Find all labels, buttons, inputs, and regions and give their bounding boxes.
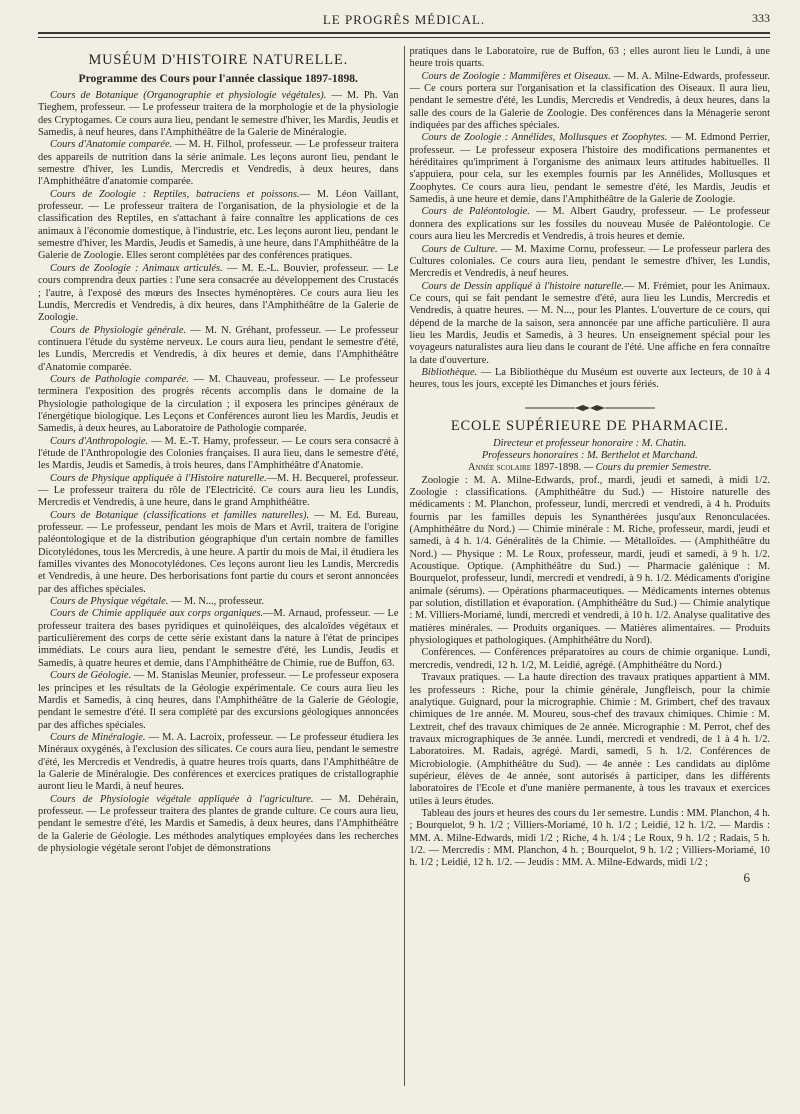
course-title: Cours d'Anatomie comparée. [50,139,173,151]
course-entry [410,281,771,367]
section-title-pharmacie: ECOLE SUPÉRIEURE DE PHARMACIE. [450,417,729,434]
course-title: Cours de Physiologie générale. [50,324,187,336]
course-description: — M. Stanislas Meunier, professeur. — Le professeur exposera les principes et les résultats de la Géologie expérimentale. Ce cours aura lieu les Mardis et Samedis, à cinq heures, dans l'Amphithéâtre de la Galerie de Géologie, pendant le semestre d'été. Il sera complété par des excursions géologiques annoncées par des affiches spéciales. [38,670,399,731]
course-title: Cours de Zoologie : Reptiles, batraciens et poissons. [50,188,300,200]
course-title: Bibliothèque. [421,366,478,378]
page-number: 333 [752,11,770,25]
course-entry [38,473,399,510]
course-description: — M. N..., professeur. [168,596,265,608]
course-title: Cours de Botanique (Organographie et physiologie végétales). [50,90,327,101]
course-entry [38,90,399,139]
course-title: Cours de Dessin appliqué à l'histoire naturelle. [421,280,624,292]
course-description: — M. Maxime Cornu, professeur. — Le professeur parlera des Cultures coloniales. Ce cours aura lieu, pendant le semestre d'hiver, les Lundis, Mercredis et Vendredis, à neuf heures. [409,243,770,280]
left-course-list [38,90,399,855]
course-description: — M. Chauveau, professeur. — Le professeur terminera l'exposition des progrès récents accomplis dans le domaine de la Physiologie pathologique de la circulation ; il exposera les principes généraux de l'énergétique biologique. Les Leçons et Conférences auront lieu les Mardis, Jeudis et Samedis, à deux heures, au Laboratoire de Pathologie comparée. [38,373,399,435]
course-description: — M. Edmond Perrier, professeur. — Le professeur exposera l'histoire des modifications permanentes et héréditaires qu'impriment à l'organisme des animaux leurs attitudes habituelles. Il s'appuiera, pour cela, sur les exemples fournis par les Annélides, Mollusques et Zoophytes. Ce cours aura lieu, pendant le semestre d'été, les Mardis, Jeudis et Samedis, à une heure et demie, dans l'Amphithéâtre de la Galerie de Zoologie. [409,132,770,206]
course-description: pratiques dans le Laboratoire, rue de Buffon, 63 ; elles auront lieu le Lundi, à une heure trois quarts. [409,46,770,70]
course-entry [38,794,399,856]
course-entry [410,71,771,133]
course-entry [38,732,399,794]
course-title: Cours de Minéralogie. [50,731,146,743]
columns [38,46,770,1086]
course-description: — M. A. Milne-Edwards, professeur. — Ce cours portera sur l'organisation et la classification des Oiseaux. Il aura lieu, pendant le semestre d'été, les Lundis, Mercredis et Vendredis, à deux heures, dans la salle des cours de la Galerie de Zoologie. Des conférences dans la Ménagerie seront indiquées par des affiches spéciales. [409,70,770,132]
course-description: — M. E.-L. Bouvier, professeur. — Le cours comprendra deux parties : l'une sera consacrée au développement des Crustacés ; l'autre, à l'exposé des mœurs des Insectes hyménoptères. Ce cours aura lieu les Lundis, Mercredis et Vendredis, à dix heures, dans l'Amphithéâtre de la Galerie de Zoologie. [38,262,399,324]
course-description: — M. H. Filhol, professeur. — Le professeur traitera des appareils de nutrition dans la série animale. Les leçons auront lieu, pendant le semestre d'hiver, les Lundis, Mercredis et Vendredis, à deux heures, dans l'Amphithéâtre d'anatomie comparée. [38,139,399,188]
pharmacy-paragraph: Travaux pratiques. — La haute direction des travaux pratiques appartient à MM. les professeurs : Riche, pour la chimie générale, Jungfleisch, pour la chimie analytique. Guignard, pour la micrographie. Chimie : M. Grimbert, chef des travaux chimiques de 1re année. M. Moureu, sous-chef des travaux chimiques. Chimie : M. Lextreit, chef des travaux chimiques de 2e année. Micrographie : M. Perrot, chef des travaux micrographiques de 3e année. Lundi, mercredi et vendredi, de 1 à 4 h. 1/2. Laboratoires. M. Radais, agrégé. Mardi, samedi, 5 h. 1/2. Conférences de Microbiologie. (Amphithéâtre du Sud). — 4e année : Les candidats au diplôme supérieur, élèves de 4e année, sont autorisés à participer, dans les différents laboratoires de l'Ecole et d'une manière permanente, à tous les travaux et exercices utiles à leurs études. [409,672,770,807]
course-title: Cours de Géologie. [50,670,132,682]
course-description: — M. E.-T. Hamy, professeur. — Le cours sera consacré à l'étude de l'Anthropologie des Colonies françaises. Il aura lieu, dans le semestre d'été, les Mardis, Jeudis et Samedis, à trois heures, dans l'Amphithéâtre d'Anatomie. [38,435,399,472]
course-description: —M. Arnaud, professeur. — Le professeur traitera des bases pyridiques et quinoléiques, des alcaloïdes végétaux et particulièrement des corps de cette série existant dans la nature à l'état de principes immédiats. Le cours aura lieu, pendant le semestre d'été, les Lundis, Jeudis et Samedis, à quatre heures et demie, dans l'Amphithéâtre de Chimie, rue de Buffon, 63. [38,608,399,669]
course-entry [38,263,399,325]
course-description: — M. Ed. Bureau, professeur. — Le professeur, pendant les mois de Mars et Avril, traitera de l'origine paléontologique et de la distribution géographique d'un certain nombre de familles Dicotylédones, tous les Mercredis, à une heure. A partir du mois de Mai, il étudiera les familles vivantes des Monocotylédones. Ces leçons auront lieu les Lundis, Mercredis et Vendredis, à une heure. Des herborisations font partie du cours et seront annoncées par des affiches spéciales. [38,509,399,595]
course-title: Cours de Chimie appliquée aux corps organiques. [50,608,264,620]
course-title: Cours de Botanique (classifications et familles naturelles). [50,509,310,521]
course-title: Cours de Physiologie végétale appliquée à l'agriculture. [50,793,314,805]
right-column [409,46,771,1086]
course-title: Cours de Pathologie comparée. [50,373,189,385]
course-entry [38,436,399,473]
course-description: — M. Dehérain, professeur. — Le professeur traitera des plantes de grande culture. Ce cours aura lieu, pendant le semestre d'été, les Mardis et Samedis, à deux heures, dans l'Amphithéâtre de la Galerie de Géologie. Les méthodes analytiques employées dans les recherches de physiologie végétale seront l'objet de démonstrations [38,793,399,854]
school-year-label: Année scolaire 1897-1898. [468,462,582,474]
school-year-line [410,462,771,474]
course-title: Cours de Zoologie : Mammifères et Oiseaux. [421,70,611,82]
course-title: Cours d'Anthropologie. [50,435,149,447]
course-title: Cours de Physique végétale. [50,596,169,608]
course-entry [410,46,771,71]
course-entry [410,206,771,243]
course-entry [38,139,399,188]
journal-title: LE PROGRÈS MÉDICAL. [322,12,486,27]
course-entry [38,374,399,436]
course-description: — La Bibliothèque du Muséum est ouverte aux lecteurs, de 10 à 4 heures, tous les jours, excepté les Dimanches et jours fériés. [409,366,770,391]
pharmacy-paragraph: Conférences. — Conférences préparatoires au cours de chimie organique. Lundi, mercredis, vendredi, 12 h. 1/2, M. Leidié, agrégé. (Amphithéâtre du Nord.) [409,647,770,671]
running-head [38,0,770,28]
course-description: — M. A. Lacroix, professeur. — Le professeur étudiera les Minéraux oxygénés, à l'exclusion des silicates. Ce cours aura lieu, pendant le semestre d'été, les Mercredis et Vendredis, à quatre heures trois quarts, dans l'Amphithéâtre de la Galerie de Minéralogie. Des conférences et exercices pratiques de cristallographie auront lieu le Mardi, à neuf heures. [38,731,399,793]
course-description: — M. N. Gréhant, professeur. — Le professeur continuera l'étude du système nerveux. Le cours aura lieu, pendant le semestre d'été, les Lundis, Mercredis et Vendredis, à dix heures et demie, dans l'Amphithéâtre d'Anatomie comparée. [38,324,399,373]
ornament-divider [410,404,771,412]
pharmacy-schedule [410,475,771,870]
course-entry [38,608,399,670]
course-entry [38,596,399,608]
course-title: Cours de Paléontologie. [421,206,530,218]
course-entry [38,670,399,732]
course-entry [410,132,771,206]
honorary-line: Professeurs honoraires : M. Berthelot et Marchand. [481,449,698,461]
course-description: — M. Ph. Van Tieghem, professeur. — Le professeur traitera de la morphologie et de la physiologie des Cryptogames. Ce cours aura lieu, pendant le semestre d'hiver, les Mardis, Jeudis et Samedis, à neuf heures, dans l'Amphithéâtre de la Galerie de Minéralogie. [38,90,399,139]
course-entry [38,510,399,596]
pharmacy-paragraph: Tableau des jours et heures des cours du 1er semestre. Lundis : MM. Planchon, 4 h. ; Bourquelot, 9 h. 1/2 ; Villiers-Moriamé, 10 h. 1/2 ; Leidié, 12 h. 1/2. — Mardis : MM. A. Milne-Edwards, midi 1/2 ; Riche, 4 h. 1/4 ; Le Roux, 9 h. 1/2 ; Radais, 5 h. 1/2. — Mercredis : MM. Planchon, 4 h. ; Bourquelot, 9 h. 1/2 ; Villiers-Moriamé, 10 h. 1/2 ; Leidié, 12 h. 1/2. — Jeudis : MM. A. Milne-Edwards, midi 1/2 ; [409,807,770,869]
course-entry [38,325,399,374]
section-title-museum: MUSÉUM D'HISTOIRE NATURELLE. [88,52,349,68]
course-entry [38,189,399,263]
course-description: —M. H. Becquerel, professeur. — Le professeur traitera du rôle de l'Electricité. Ce cours aura lieu les Lundis, Mercredis et Vendredis, à une heure, dans le grand Amphithéâtre. [38,472,399,509]
course-description: — M. Léon Vaillant, professeur. — Le professeur traitera de l'organisation, de la physiologie et de la classification des Reptiles, en s'attachant à faire connaître les applications de ces animaux à l'économie domestique, à l'industrie, etc. Les leçons auront lieu, pendant le semestre d'hiver, les Mardis, Jeudis et Samedis, à une heure, dans l'Amphithéâtre de la Galerie de Zoologie. Elles seront complétées par des conférences pratiques. [38,188,399,262]
pharmacy-paragraph: Zoologie : M. A. Milne-Edwards, prof., mardi, jeudi et samedi, à midi 1/2. Zoologie : classifications. (Amphithéâtre du Sud.) — Histoire naturelle des médicaments : M. Planchon, professeur, lundi, mercredi et vendredi, à 4 h. Produits fournis par les familles depuis les Synanthérées jusqu'aux Renonculacées. (Amphithéâtre du Nord.) — Chimie minérale : M. Riche, professeur, mardi, jeudi et samedi, à 4 h. 1/4. Généralités de la Chimie. — Métalloïdes. — (Amphithéâtre du Nord.) — Physique : M. Le Roux, professeur, mardi, jeudi et samedi, à 9 h. 1/2. Acoustique. Optique. (Amphithéâtre du Sud.) — Pharmacie galénique : M. Bourquelot, professeur, lundi, mercredi et vendredi, à 9 h. 1/2. Médicaments d'origine animale (sérums). — Opérations pharmaceutiques. — Médicaments internes obtenus par solution, distillation et évaporation. (Amphithéâtre du Sud.) — Chimie analytique : M. Villiers-Moriamé, lundi, mercredi et vendredi, à 10 h. 1/2. Analyse qualitative des matières minérales. — Produits organiques. — Matières alimentaires. — Produits physiologiques et pathologiques. (Amphithéâtre du Nord). [409,474,770,647]
course-description: — M. Albert Gaudry, professeur. — Le professeur donnera des explications sur les fossiles du nouveau Musée de Paléontologie. Ce cours aura lieu les Mercredis et Vendredis, à trois heures et demie. [409,206,770,243]
course-title: Cours de Culture. [421,243,498,255]
programme-subtitle: Programme des Cours pour l'année classique 1897-1898. [78,72,358,85]
folio: 6 [743,869,750,885]
director-line: Directeur et professeur honoraire : M. Chatin. [493,437,687,449]
course-title: Cours de Zoologie : Animaux articulés. [50,262,223,274]
course-entry [410,367,771,392]
semester-label: — Cours du premier Semestre. [581,462,712,474]
column-divider [404,46,405,1086]
course-entry [410,244,771,281]
course-description: — M. Frémiet, pour les Animaux. Ce cours, qui se fait pendant le semestre d'été, aura lieu les Lundis, Mercredis et Vendredis, à quatre heures. — M. N..., pour les Plantes. L'ouverture de ce cours, qui dépend de la marche de la saison, sera annoncée par une affiche particulière. Il aura lieu les Mardis, Jeudis et Samedis, à 3 heures. Un enseignement spécial pour les voyageurs naturalistes aura lieu dans le courant de l'été. Une affiche en fera connaître la date d'ouverture. [409,280,770,366]
header-rule [38,32,770,38]
right-course-list [410,46,771,392]
left-column [38,46,400,1086]
course-title: Cours de Physique appliquée à l'Histoire naturelle. [50,472,267,484]
course-title: Cours de Zoologie : Annélides, Mollusques et Zoophytes. [421,132,668,144]
